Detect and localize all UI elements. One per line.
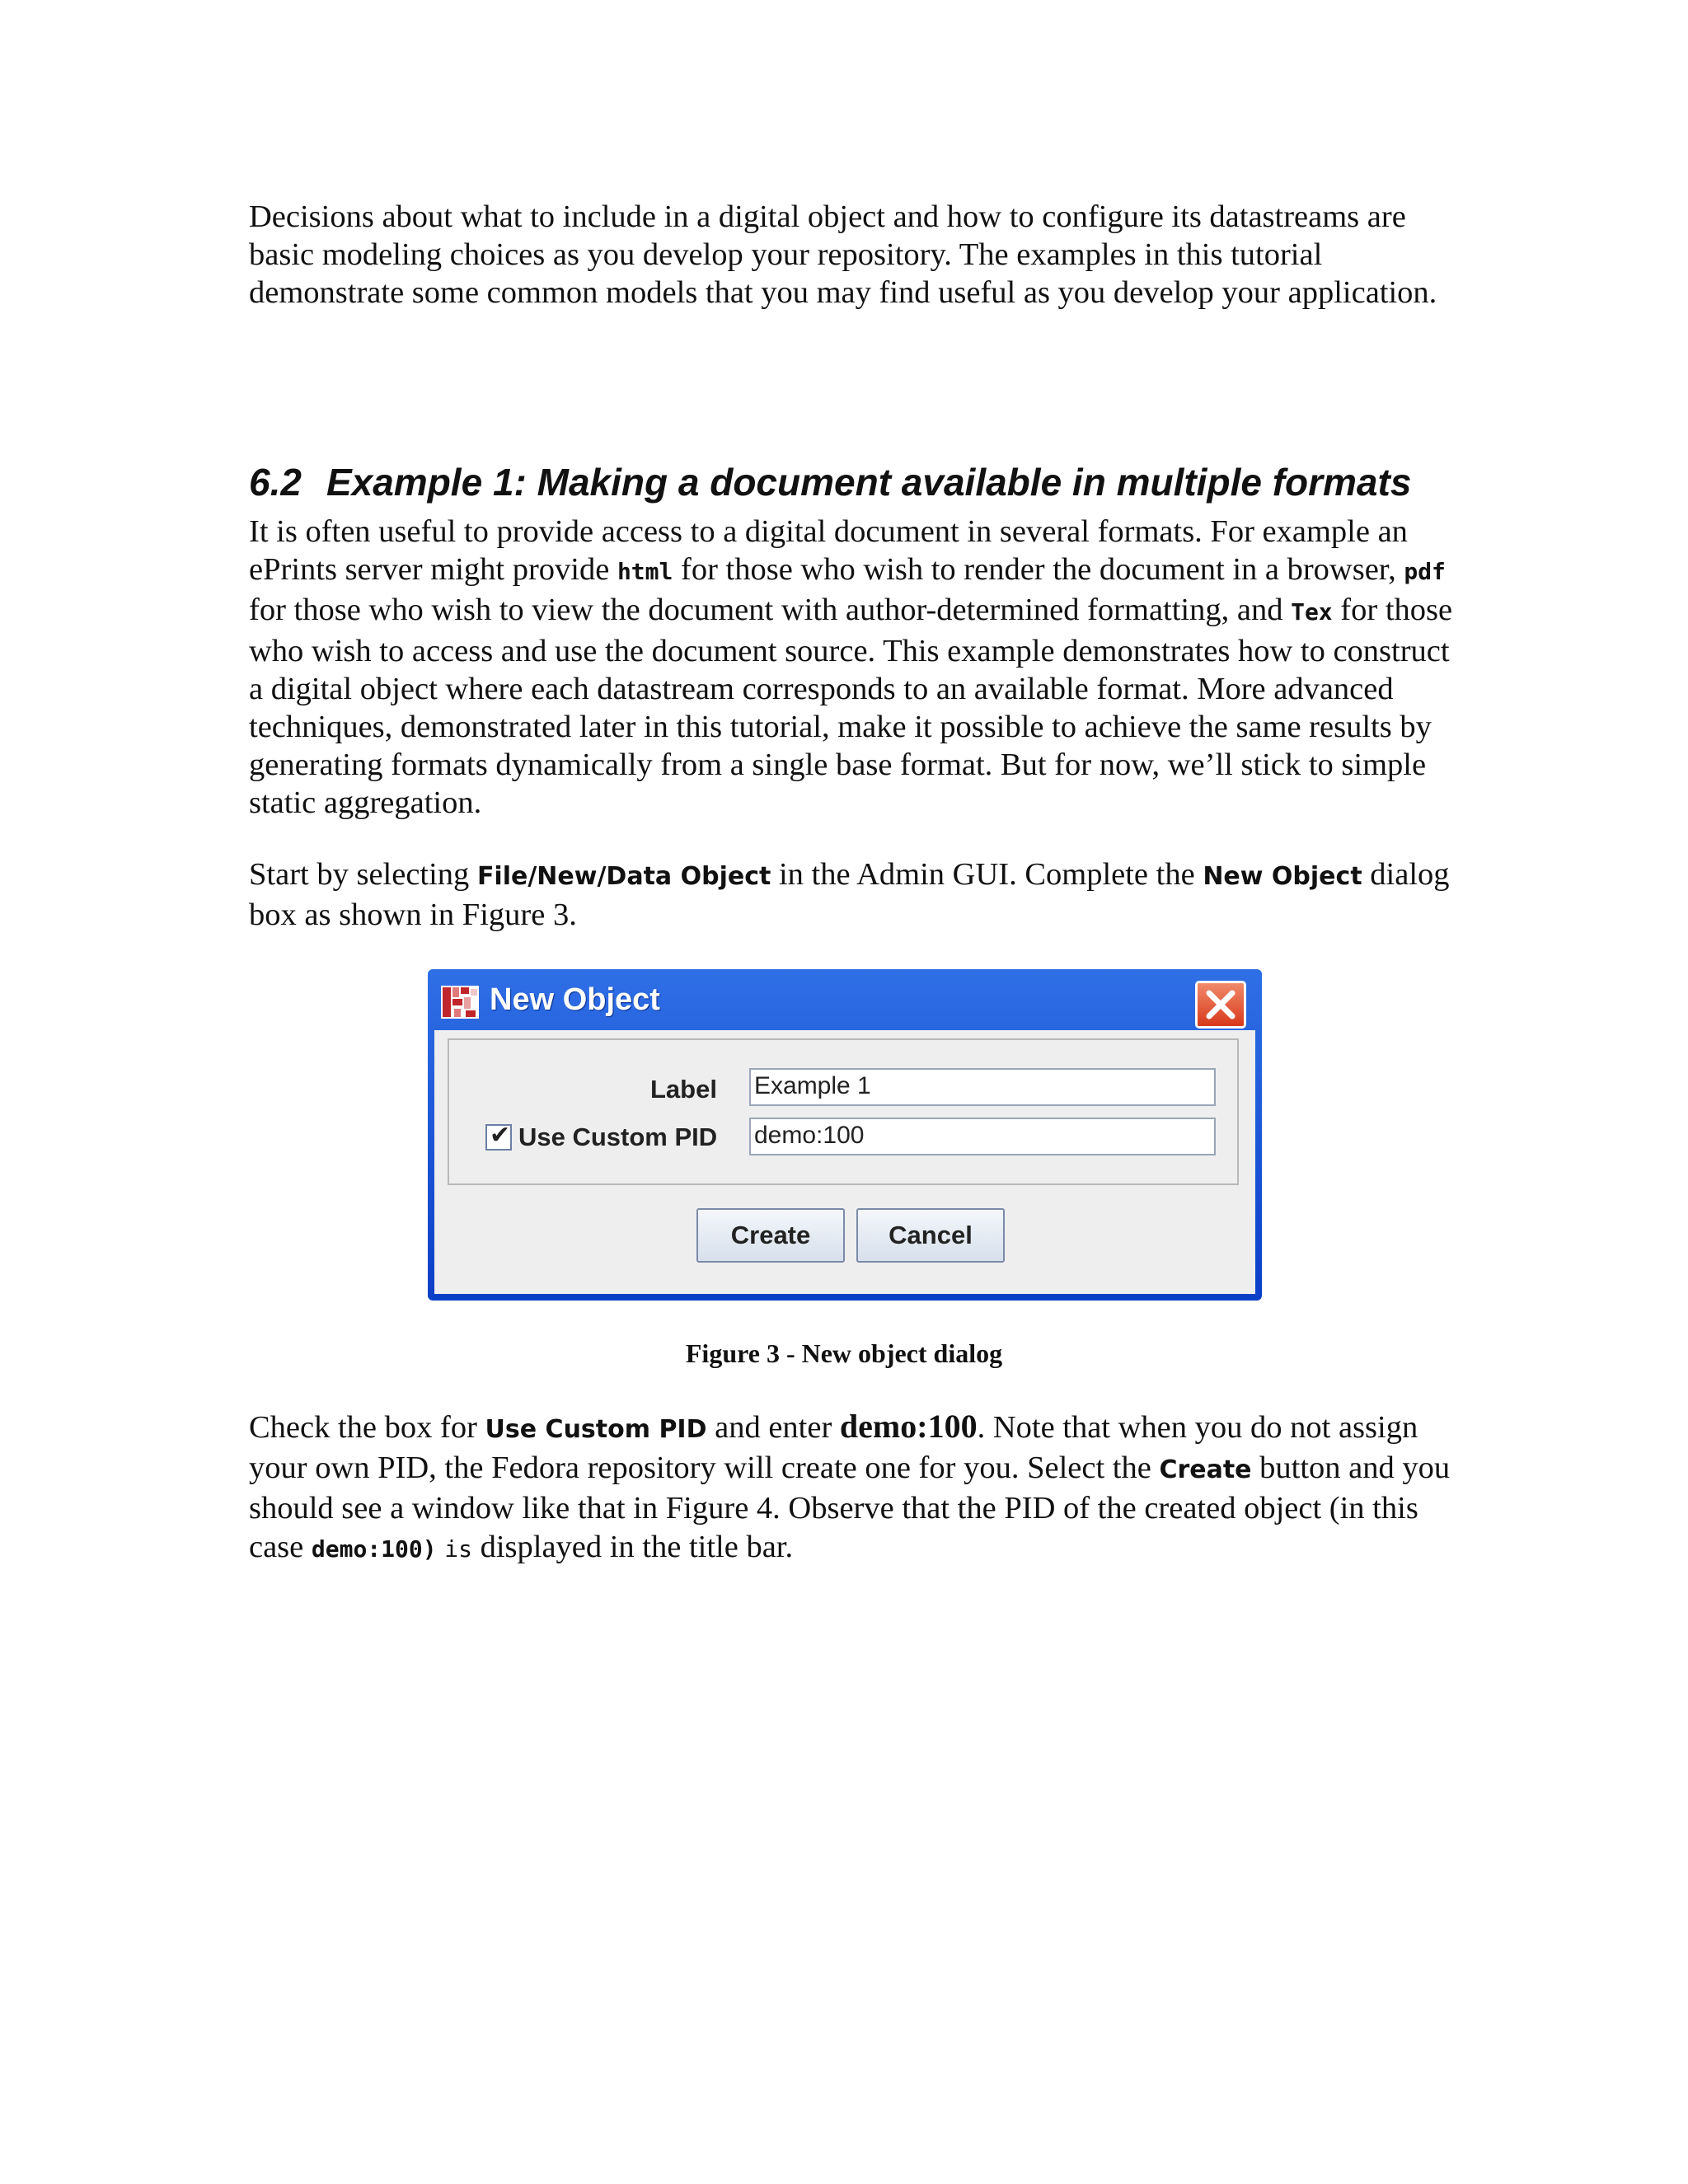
- checkmark-icon: ✔: [490, 1121, 511, 1150]
- check-paragraph: [249, 1408, 1461, 1568]
- code-tex: Tex: [1291, 598, 1333, 626]
- formats-paragraph: [249, 513, 1461, 823]
- use-custom-pid-label[interactable]: Use Custom PID: [518, 1122, 718, 1151]
- create-reference: Create: [1159, 1455, 1252, 1485]
- formats-text-1: It is often useful to provide access to a digital document in several formats. For example an ePrints server might provide: [249, 514, 1408, 588]
- start-text-3: dialog box as shown in Figure 3.: [249, 857, 1450, 933]
- section-title: Example 1: Making a document available in multiple formats: [326, 461, 1412, 504]
- start-text-1: Start by selecting: [249, 857, 470, 892]
- code-pdf: pdf: [1404, 558, 1446, 586]
- close-button[interactable]: [1195, 981, 1246, 1029]
- check-text-3: . Note that when you do not assign your own PID, the Fedora repository will create one for you. Select the: [249, 1410, 1418, 1486]
- formats-text-2: for those who wish to render the document in a browser,: [681, 552, 1396, 588]
- code-demo-pid: demo:100): [311, 1535, 437, 1563]
- close-icon: [1204, 988, 1237, 1021]
- check-text-4: button and you should see a window like that in Figure 4. Observe that the PID of the created object (in this case: [249, 1451, 1451, 1564]
- pid-value-reference: demo:100: [839, 1408, 978, 1445]
- dialog-titlebar[interactable]: [428, 969, 1262, 1025]
- check-text-2: and enter: [715, 1410, 832, 1445]
- start-text-2: in the Admin GUI. Complete the: [778, 857, 1195, 892]
- cancel-button[interactable]: Cancel: [856, 1208, 1005, 1263]
- app-logo-icon: [441, 986, 479, 1019]
- new-object-dialog: [428, 969, 1262, 1301]
- code-html: html: [617, 558, 673, 586]
- create-button[interactable]: Create: [696, 1208, 845, 1263]
- section-heading: [249, 457, 1411, 507]
- start-paragraph: [249, 855, 1461, 934]
- code-is: is: [444, 1535, 472, 1563]
- form-group: [448, 1038, 1239, 1185]
- check-text-5: displayed in the title bar.: [480, 1529, 794, 1564]
- label-input[interactable]: Example 1: [749, 1068, 1216, 1106]
- custom-pid-reference: Use Custom PID: [485, 1415, 707, 1444]
- section-number: 6.2: [249, 461, 302, 504]
- dialog-title: New Object: [490, 982, 660, 1017]
- dialog-content: [434, 1030, 1255, 1294]
- dialog-name-reference: New Object: [1203, 862, 1362, 891]
- intro-paragraph: Decisions about what to include in a digital object and how to configure its datastreams are basic modeling choices as you develop your repository. The examples in this tutorial demonstrate some common models that you may find useful as you develop your application.: [249, 199, 1437, 311]
- menu-path-reference: File/New/Data Object: [476, 862, 771, 891]
- figure-caption: Figure 3 - New object dialog: [685, 1338, 1003, 1368]
- pid-input[interactable]: demo:100: [749, 1118, 1216, 1155]
- use-custom-pid-checkbox[interactable]: [485, 1121, 512, 1151]
- formats-text-3: for those who wish to view the document with author-determined formatting, and: [249, 593, 1283, 628]
- label-caption: Label: [650, 1075, 717, 1104]
- check-text-1: Check the box for: [249, 1410, 477, 1445]
- formats-text-4: for those who wish to access and use the document source. This example demonstrates how to construct a digital object where each datastream corresponds to an available format. More advanced techniques, demonstrated later in this tutorial, make it possible to achieve the same results by generating formats dynamically from a single base format. But for now, we’ll stick to simple static aggregation.: [249, 593, 1453, 821]
